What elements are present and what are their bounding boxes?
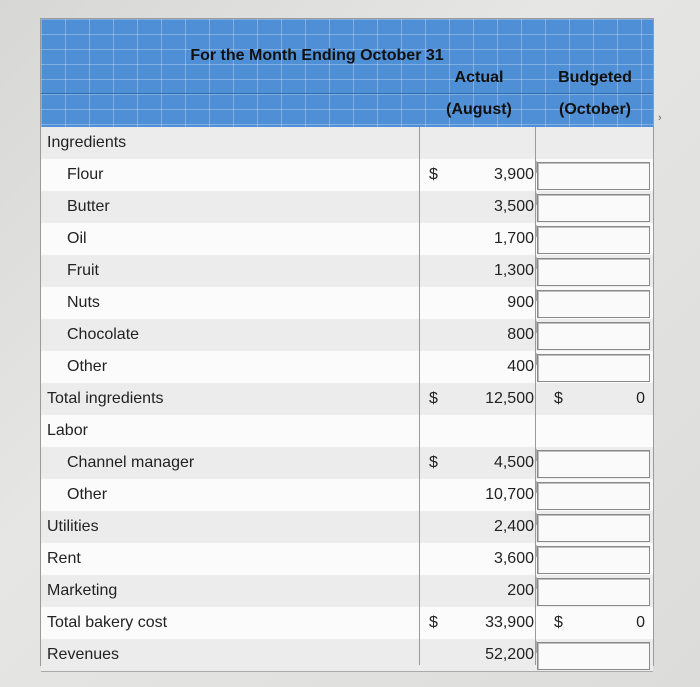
row-label: Nuts — [67, 294, 100, 311]
budget-input[interactable] — [537, 226, 650, 254]
cursor-mark-icon: › — [658, 112, 662, 124]
budget-input[interactable] — [537, 578, 650, 606]
budget-total-value: 0 — [636, 390, 645, 407]
row-label: Revenues — [47, 646, 120, 663]
row-label: Marketing — [47, 582, 118, 599]
table-row — [41, 511, 653, 544]
budget-input[interactable] — [537, 642, 650, 670]
budget-sheet — [40, 18, 654, 666]
actual-value: 800 — [507, 326, 534, 343]
row-label: Oil — [67, 230, 87, 247]
row-label: Ingredients — [47, 134, 127, 151]
table-row — [41, 223, 653, 256]
budget-column-subheader: (October) — [559, 101, 631, 118]
actual-column-header: Actual — [454, 69, 504, 86]
table-row — [41, 287, 653, 320]
row-label: Chocolate — [67, 326, 140, 343]
budget-input[interactable] — [537, 514, 650, 542]
row-label: Other — [67, 358, 108, 375]
row-label: Other — [67, 486, 108, 503]
row-label: Utilities — [47, 518, 99, 535]
table-row — [41, 543, 653, 576]
budget-total-value: 0 — [636, 614, 645, 631]
actual-value: 200 — [507, 582, 534, 599]
actual-dollar-sign: $ — [429, 614, 438, 631]
actual-value: 1,300 — [493, 262, 534, 279]
table-header — [41, 19, 653, 127]
table-row — [41, 447, 653, 480]
actual-value: 900 — [507, 294, 534, 311]
budget-dollar-sign: $ — [554, 614, 563, 631]
table-row — [41, 607, 653, 640]
budget-input[interactable] — [537, 354, 650, 382]
budget-dollar-sign: $ — [554, 390, 563, 407]
actual-value: 3,900 — [493, 166, 534, 183]
table-row — [41, 351, 653, 384]
column-divider — [535, 127, 536, 665]
table-row — [41, 575, 653, 608]
actual-dollar-sign: $ — [429, 166, 438, 183]
actual-value: 52,200 — [485, 646, 534, 663]
table-row — [41, 255, 653, 288]
row-label: Butter — [67, 198, 110, 215]
table-row — [41, 479, 653, 512]
budget-input[interactable] — [537, 258, 650, 286]
budget-input[interactable] — [537, 290, 650, 318]
table-row — [41, 191, 653, 224]
row-label: Fruit — [67, 262, 99, 279]
actual-dollar-sign: $ — [429, 390, 438, 407]
actual-value: 3,600 — [493, 550, 534, 567]
row-label: Labor — [47, 422, 88, 439]
table-row — [41, 159, 653, 192]
column-divider — [419, 127, 420, 665]
actual-value: 2,400 — [493, 518, 534, 535]
budget-input[interactable] — [537, 194, 650, 222]
actual-value: 33,900 — [485, 614, 534, 631]
row-label: Total ingredients — [47, 390, 164, 407]
budget-input[interactable] — [537, 322, 650, 350]
row-label: Rent — [47, 550, 81, 567]
actual-value: 3,500 — [493, 198, 534, 215]
row-label: Flour — [67, 166, 104, 183]
header-divider — [41, 93, 653, 94]
table-row — [41, 127, 653, 160]
row-label: Channel manager — [67, 454, 195, 471]
budget-input[interactable] — [537, 482, 650, 510]
table-row — [41, 415, 653, 448]
actual-value: 1,700 — [493, 230, 534, 247]
table-row — [41, 383, 653, 416]
budget-input[interactable] — [537, 450, 650, 478]
actual-value: 4,500 — [493, 454, 534, 471]
table-row — [41, 319, 653, 352]
actual-column-subheader: (August) — [446, 101, 512, 118]
page-title: For the Month Ending October 31 — [190, 47, 444, 64]
actual-value: 400 — [507, 358, 534, 375]
row-label: Total bakery cost — [47, 614, 168, 631]
budget-column-header: Budgeted — [558, 69, 632, 86]
table-row — [41, 639, 653, 672]
budget-input[interactable] — [537, 162, 650, 190]
actual-dollar-sign: $ — [429, 454, 438, 471]
actual-value: 10,700 — [485, 486, 534, 503]
actual-value: 12,500 — [485, 390, 534, 407]
budget-input[interactable] — [537, 546, 650, 574]
